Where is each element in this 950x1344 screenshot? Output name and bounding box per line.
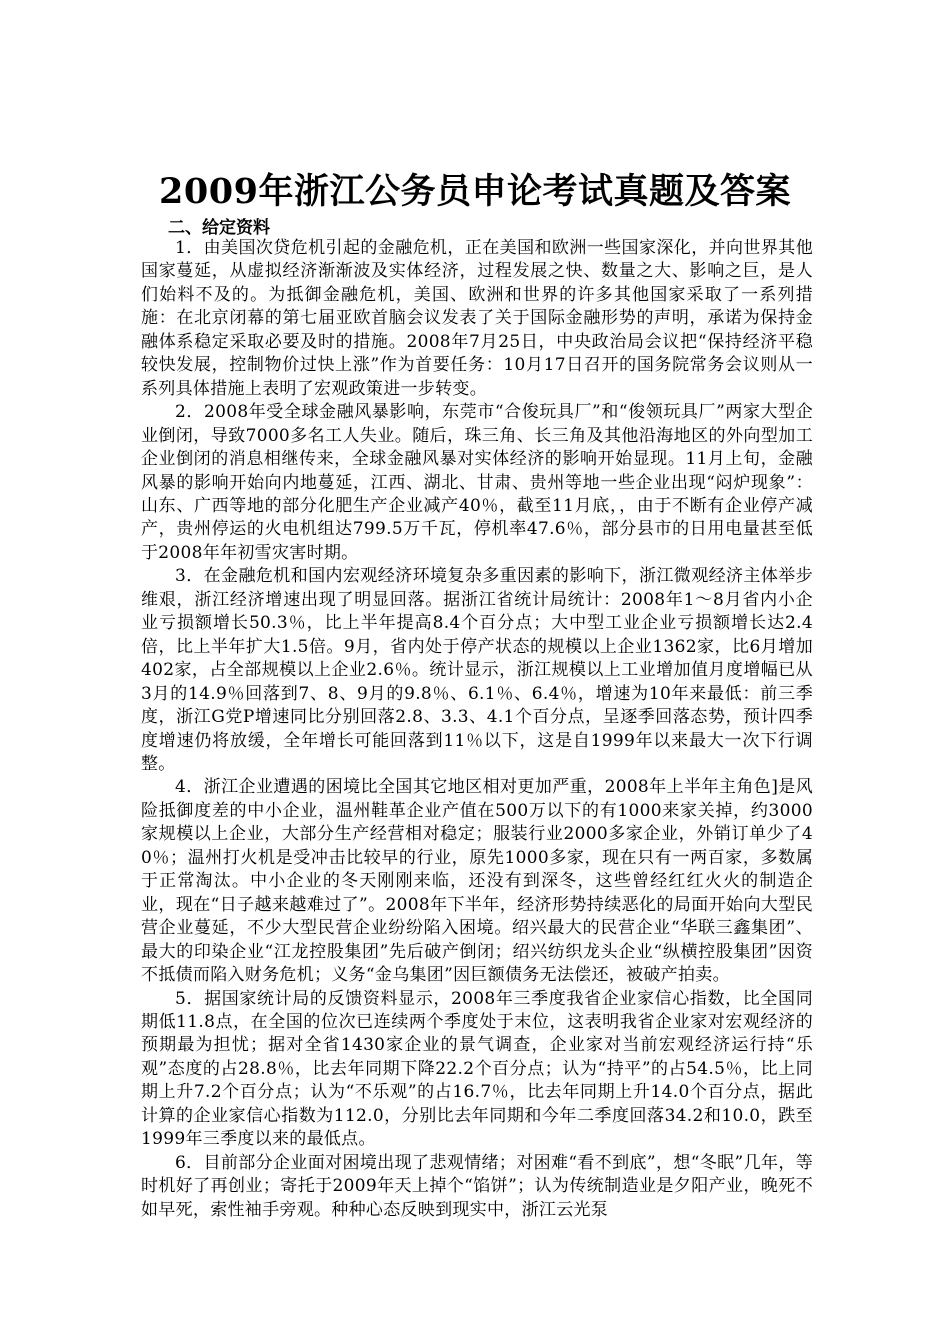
document-title: 2009年浙江公务员申论考试真题及答案 <box>159 171 791 212</box>
paragraph-3: 3．在金融危机和国内宏观经济环境复杂多重因素的影响下，浙江微观经济主体举步维艰，浙江经济增速出现了明显回落。据浙江省统计局统计：2008年1～8月省内小企业亏损额增长50.3％，比上半年提高8.4个百分点；大中型工业企业亏损额增长达2.4倍，比上半年扩大1.5倍。9月，省内处于停产状态的规模以上企业1362家，比6月增加402家，占全部规模以上企业2.6％。统计显示，浙江规模以上工业增加值月度增幅已从3月的14.9％回落到7、8、9月的9.8％、6.1％、6.4％，增速为10年来最低：前三季度，浙江G党P增速同比分别回落2.8、3.3、4.1个百分点，呈逐季回落态势，预计四季度增速仍将放缓，全年增长可能回落到11％以下，这是自1999年以来最大一次下行调整。 <box>141 566 813 774</box>
paragraph-1: 1．由美国次贷危机引起的金融危机，正在美国和欧洲一些国家深化，并向世界其他国家蔓延，从虚拟经济渐渐波及实体经济，过程发展之快、数量之大、影响之巨，是人们始料不及的。为抵御金融危机，美国、欧洲和世界的许多其他国家采取了一系列措施：在北京闭幕的第七届亚欧首脑会议发表了关于国际金融形势的声明，承诺为保持金融体系稳定采取必要及时的措施。2008年7月25日，中央政治局会议把“保持经济平稳较快发展，控制物价过快上涨”作为首要任务：10月17日召开的国务院常务会议则从一系列具体措施上表明了宏观政策进一步转变。 <box>141 238 813 399</box>
paragraph-2: 2．2008年受全球金融风暴影响，东莞市“合俊玩具厂”和“俊领玩具厂”两家大型企业倒闭，导致7000多名工人失业。随后，珠三角、长三角及其他沿海地区的外向型加工企业倒闭的消息相继传来，全球金融风暴对实体经济的影响开始显现。11月上旬，金融风暴的影响开始向内地蔓延，江西、湖北、甘肃、贵州等地一些企业出现“闷炉现象”：山东、广西等地的部分化肥生产企业减产40％，截至11月底，，由于不断有企业停产减产，贵州停运的火电机组达799.5万千瓦，停机率47.6％，部分县市的日用电量甚至低于2008年年初雪灾害时期。 <box>141 402 813 563</box>
paragraph-6: 6．目前部分企业面对困境出现了悲观情绪；对困难“看不到底”，想“冬眠”几年，等时机好了再创业；寄托于2009年天上掉个“馅饼”；认为传统制造业是夕阳产业，晚死不如早死，索性袖手旁观。种种心态反映到现实中，浙江云光泵 <box>141 1152 813 1220</box>
paragraph-5: 5．据国家统计局的反馈资料显示，2008年三季度我省企业家信心指数，比全国同期低11.8点，在全国的位次已连续两个季度处于末位，这表明我省企业家对宏观经济的预期最为担忧；据对全省1430家企业的景气调查，企业家对当前宏观经济运行持“乐观”态度的占28.8％，比去年同期下降22.2个百分点；认为“持平”的占54.5％，比上同期上升7.2个百分点；认为“不乐观”的占16.7％，比去年同期上升14.0个百分点，据此计算的企业家信心指数为112.0，分别比去年同期和今年二季度回落34.2和10.0，跌至1999年三季度以来的最低点。 <box>141 988 813 1150</box>
section-heading: 二、给定资料 <box>168 218 270 238</box>
paragraph-4: 4．浙江企业遭遇的困境比全国其它地区相对更加严重，2008年上半年主角色]是风险抵御度差的中小企业，温州鞋革企业产值在500万以下的有1000来家关掉，约3000家规模以上企业，大部分生产经营相对稳定；服装行业2000多家企业，外销订单少了40％；温州打火机是受冲击比较早的行业，原先1000多家，现在只有一两百家，多数属于正常淘汰。中小企业的冬天刚刚来临，还没有到深冬，这些曾经红红火火的制造企业，现在“日子越来越难过了”。2008年下半年，经济形势持续恶化的局面开始向大型民营企业蔓延，不少大型民营企业纷纷陷入困境。绍兴最大的民营企业“华联三鑫集团”、最大的印染企业“江龙控股集团”先后破产倒闭；绍兴纺织龙头企业“纵横控股集团”因资不抵债而陷入财务危机；义务“金乌集团”因巨额债务无法偿还，被破产拍卖。 <box>141 777 813 986</box>
document-body <box>141 237 813 1222</box>
